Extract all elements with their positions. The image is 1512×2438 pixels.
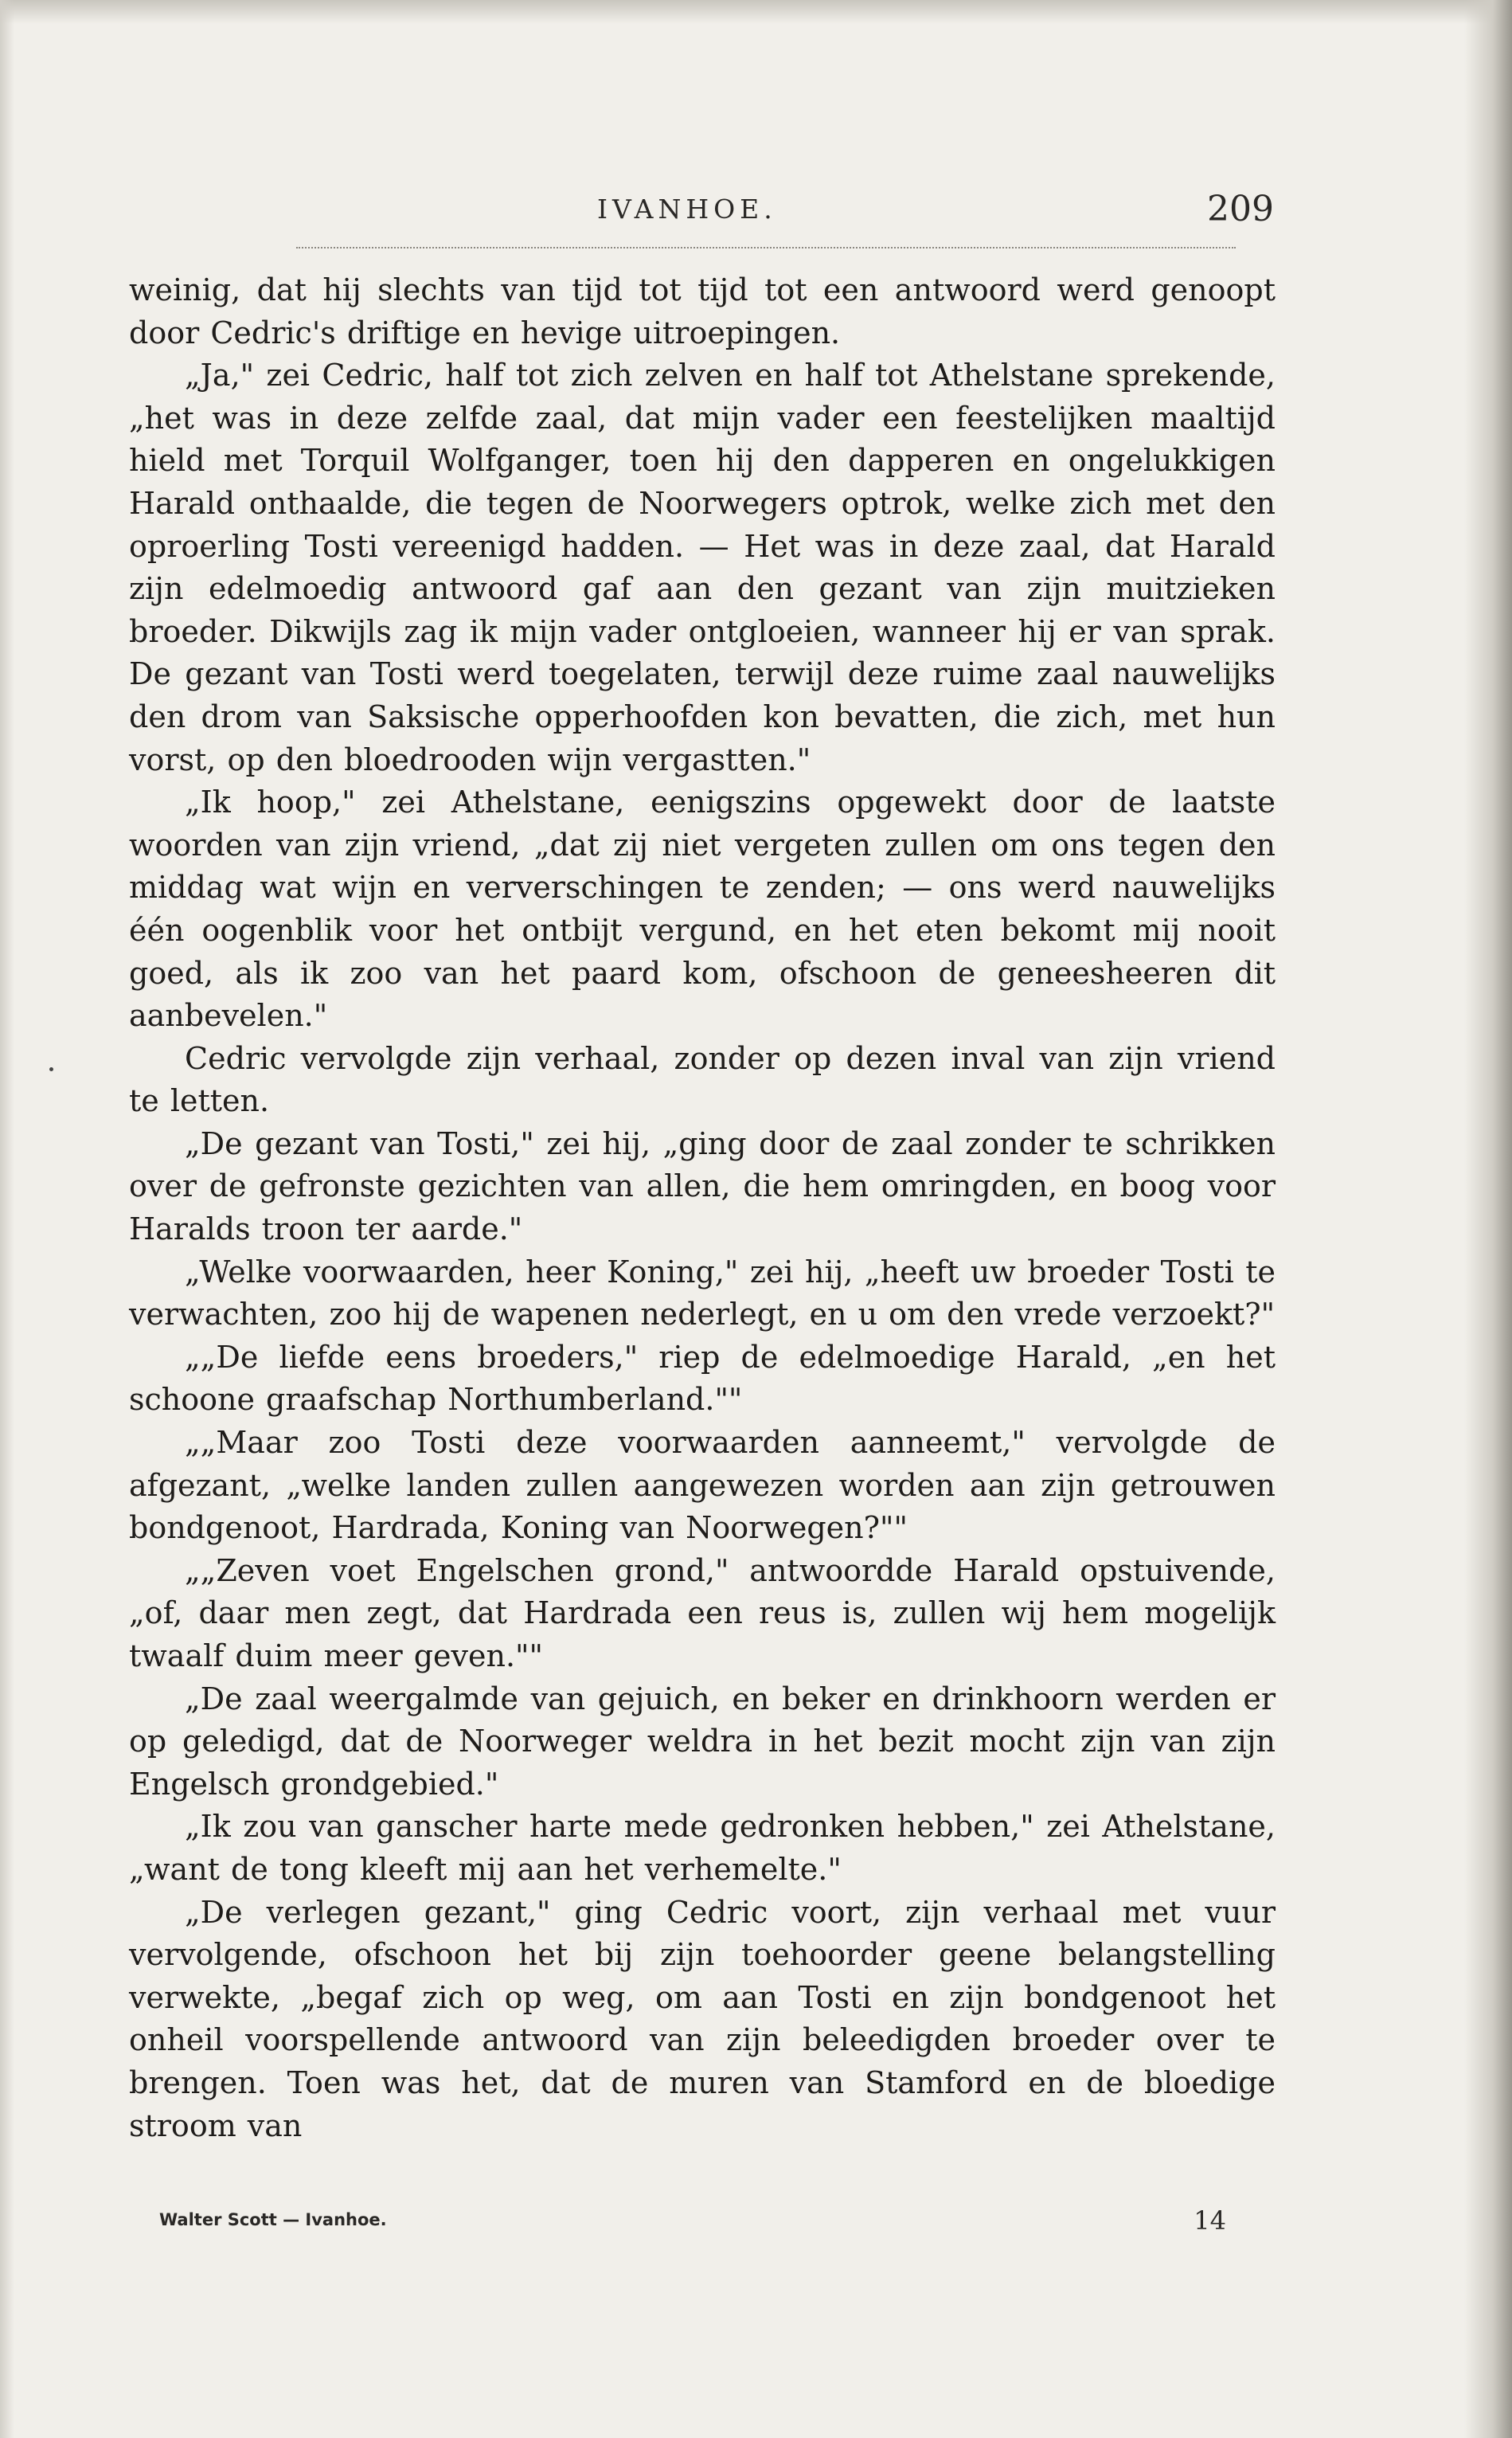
paragraph: weinig, dat hij slechts van tijd tot tijd tot een antwoord werd genoopt door Cedric's driftige en hevige uitroepingen. [129,272,1276,350]
paragraph: „Welke voorwaarden, heer Koning," zei hij, „heeft uw broeder Tosti te verwachten, zoo hij de wapenen nederlegt, en u om den vrede verzoekt?" [129,1254,1276,1332]
paragraph: „Ik hoop," zei Athelstane, eenigszins opgewekt door de laatste woorden van zijn vriend, „dat zij niet vergeten zullen om ons tegen den middag wat wijn en ververschingen te zenden; — ons werd nauwelijks één oogenblik voor het ontbijt vergund, en het eten bekomt mij nooit goed, als ik zoo van het paard kom, ofschoon de geneesheeren dit aanbevelen." [129,785,1276,1034]
paragraph: „De gezant van Tosti," zei hij, „ging door de zaal zonder te schrikken over de gefronste gezichten van allen, die hem omringden, en boog voor Haralds troon ter aarde." [129,1125,1276,1247]
paragraph: „Ja," zei Cedric, half tot zich zelven en half tot Athelstane sprekende, „het was in deze zelfde zaal, dat mijn vader een feestelijken maaltijd hield met Torquil Wolfganger, toen hij den dapperen en ongelukkigen Harald onthaalde, die tegen de Noorwegers optrok, welke zich met den oproerling Tosti vereenigd hadden. — Het was in deze zaal, dat Harald zijn edelmoedig antwoord gaf aan den gezant van zijn muitzieken broeder. Dikwijls zag ik mijn vader ontgloeien, wanneer hij er van sprak. De gezant van Tosti werd toegelaten, terwijl deze ruime zaal nauwelijks den drom van Saksische opperhoofden kon bevatten, die zich, met hun vorst, op den bloedrooden wijn vergastten." [129,358,1276,777]
paragraph: „Ik zou van ganscher harte mede gedronken hebben," zei Athelstane, „want de tong kleeft mij aan het verhemelte." [129,1809,1276,1887]
paragraph: „„Zeven voet Engelschen grond," antwoordde Harald opstuivende, „of, daar men zegt, dat Hardrada een reus is, zullen wij hem mogelijk twaalf duim meer geven."" [129,1552,1276,1673]
page-header [127,187,1274,235]
page-footer [159,2205,1226,2242]
paragraph: „De verlegen gezant," ging Cedric voort, zijn verhaal met vuur vervolgende, ofschoon het bij zijn toehoorder geene belangstelling verwekte, „begaf zich op weg, om aan Tosti en zijn bondgenoot het onheil voorspellende antwoord van zijn beleedigden broeder over te brengen. Toen was het, dat de muren van Stamford en de bloedige stroom van [129,1894,1276,2143]
paragraph: „„Maar zoo Tosti deze voorwaarden aanneemt," vervolgde de afgezant, „welke landen zullen aangewezen worden aan zijn getrouwen bondgenoot, Hardrada, Koning van Noorwegen?"" [129,1425,1276,1546]
scan-edge-right [1464,0,1512,2438]
paragraph: „„De liefde eens broeders," riep de edelmoedige Harald, „en het schoone graafschap Northumberland."" [129,1339,1276,1418]
header-rule [296,247,1236,249]
page-number: 209 [1207,189,1274,229]
margin-mark [49,1067,53,1071]
scan-edge-left [0,0,14,2438]
paragraph: Cedric vervolgde zijn verhaal, zonder op dezen inval van zijn vriend te letten. [129,1040,1276,1119]
text-body [129,269,1276,2147]
scan-edge-top [0,0,1512,24]
running-title: IVANHOE. [597,194,777,225]
footer-note: Walter Scott — Ivanhoe. [159,2210,387,2229]
paragraph: „De zaal weergalmde van gejuich, en beker en drinkhoorn werden er op geledigd, dat de Noorweger weldra in het bezit mocht zijn van zijn Engelsch grondgebied." [129,1681,1276,1802]
signature-mark: 14 [1194,2205,1226,2236]
